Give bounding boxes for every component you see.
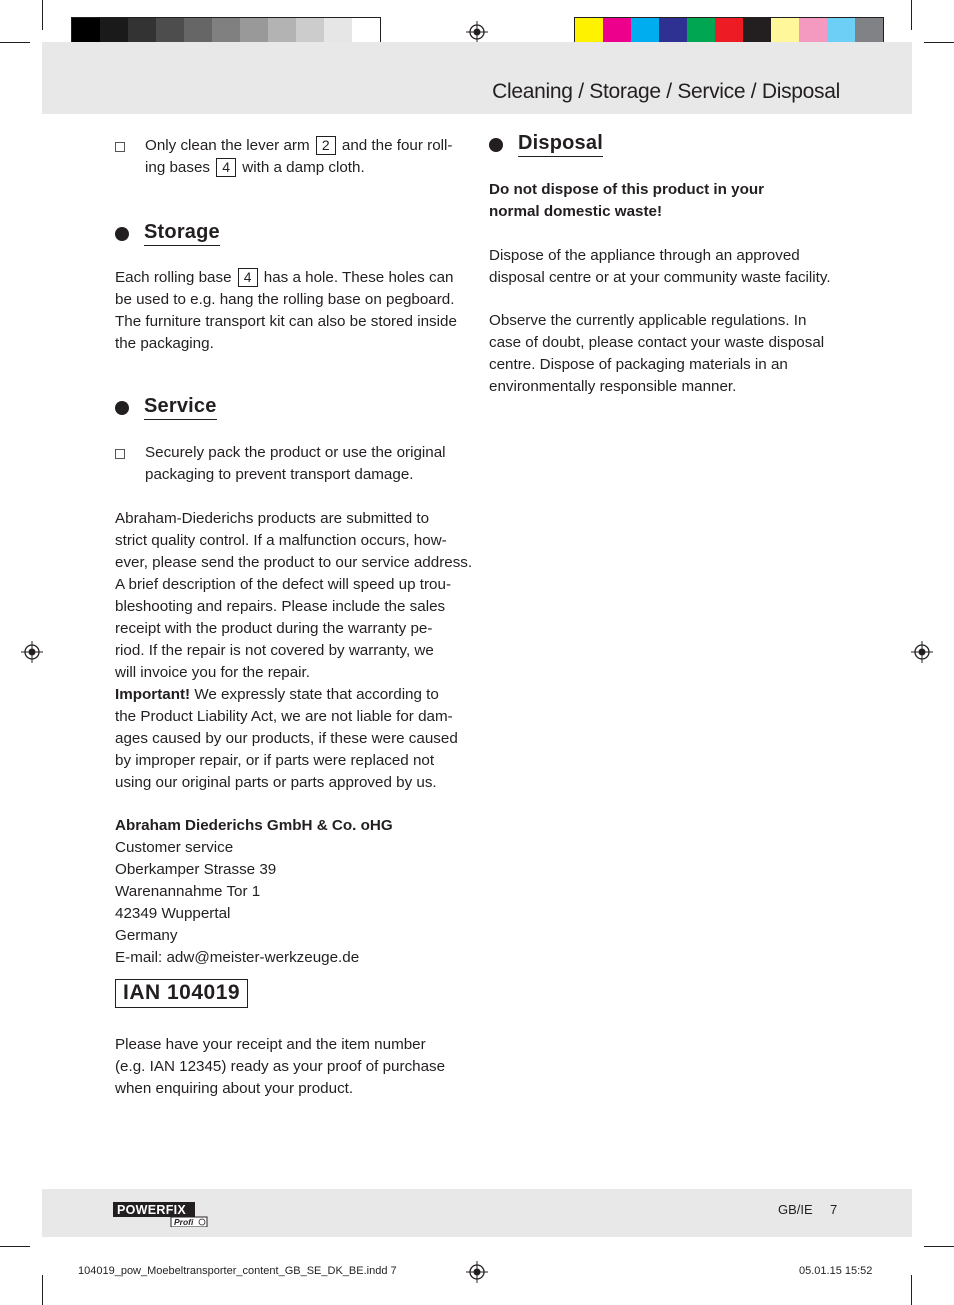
- text-line: We expressly state that according to: [190, 686, 439, 703]
- color-swatch: [212, 18, 240, 45]
- registration-mark-left-icon: [21, 641, 43, 663]
- receipt-paragraph: [115, 1034, 475, 1100]
- text-line: ing bases: [145, 159, 211, 176]
- logo-text: POWERFIX: [117, 1203, 187, 1217]
- color-swatch: [352, 18, 380, 45]
- text-line: case of doubt, please contact your waste disposal: [489, 334, 825, 351]
- color-swatch: [268, 18, 296, 45]
- text-line: packaging to prevent transport damage.: [145, 466, 414, 483]
- color-swatch: [715, 18, 743, 45]
- text-line: Dispose of the appliance through an approved: [489, 247, 800, 264]
- color-swatch: [240, 18, 268, 45]
- disposal-paragraph-2: [489, 310, 849, 398]
- text-line: Do not dispose of this product in your: [489, 181, 765, 198]
- text-line: normal domestic waste!: [489, 203, 663, 220]
- part-reference: 4: [238, 268, 258, 287]
- bullet-dot-icon: [489, 138, 503, 152]
- text-line: Please have your receipt and the item number: [115, 1036, 426, 1053]
- bullet-dot-icon: [115, 227, 129, 241]
- text-line: environmentally responsible manner.: [489, 378, 737, 395]
- slug-timestamp: 05.01.15 15:52: [799, 1265, 873, 1277]
- locale-label: GB/IE: [778, 1202, 813, 1217]
- color-swatch: [575, 18, 603, 45]
- disposal-heading: [489, 132, 603, 157]
- color-swatch: [324, 18, 352, 45]
- text-line: and the four roll-: [341, 137, 453, 154]
- color-swatch: [128, 18, 156, 45]
- text-line: receipt with the product during the warranty pe-: [115, 620, 433, 637]
- text-line: the packaging.: [115, 335, 214, 352]
- color-swatch: [771, 18, 799, 45]
- text-line: (e.g. IAN 12345) ready as your proof of purchase: [115, 1058, 446, 1075]
- text-line: ever, please send the product to our service address.: [115, 554, 473, 571]
- bullet-square-icon: [115, 449, 125, 459]
- color-swatch: [603, 18, 631, 45]
- text-line: using our original parts or parts approved by us.: [115, 774, 437, 791]
- registration-mark-bottom-icon: [466, 1261, 488, 1283]
- service-bullet: [115, 442, 475, 486]
- text-line: Abraham-Diederichs products are submitted to: [115, 510, 430, 527]
- part-reference: 4: [216, 158, 236, 177]
- text-line: by improper repair, or if parts were replaced not: [115, 752, 435, 769]
- text-line: bleshooting and repairs. Please include the sales: [115, 598, 446, 615]
- service-heading: [115, 395, 217, 420]
- text-line: ages caused by our products, if these were caused: [115, 730, 458, 747]
- text-line: Each rolling base: [115, 269, 232, 286]
- color-swatch: [184, 18, 212, 45]
- text-line: when enquiring about your product.: [115, 1080, 354, 1097]
- bullet-text: [145, 442, 446, 486]
- color-swatch: [156, 18, 184, 45]
- color-swatch: [855, 18, 883, 45]
- bullet-dot-icon: [115, 401, 129, 415]
- page-title: Cleaning / Storage / Service / Disposal: [492, 80, 840, 103]
- address-line: 42349 Wuppertal: [115, 905, 231, 922]
- color-swatch: [799, 18, 827, 45]
- color-swatch: [631, 18, 659, 45]
- text-line: A brief description of the defect will speed up trou-: [115, 576, 452, 593]
- text-line: Securely pack the product or use the original: [145, 444, 446, 461]
- logo-sub-text: Profi: [174, 1217, 194, 1227]
- bullet-square-icon: [115, 142, 125, 152]
- text-line: disposal centre or at your community waste facility.: [489, 269, 831, 286]
- registration-mark-right-icon: [911, 641, 933, 663]
- bullet-text: [145, 135, 452, 179]
- text-line: be used to e.g. hang the rolling base on pegboard.: [115, 291, 455, 308]
- cleaning-bullet: [115, 135, 475, 179]
- slug-filename: 104019_pow_Moebeltransporter_content_GB_SE_DK_BE.indd 7: [78, 1265, 397, 1277]
- color-swatch: [659, 18, 687, 45]
- color-swatch: [687, 18, 715, 45]
- section-title: Service: [144, 395, 217, 420]
- color-swatch: [296, 18, 324, 45]
- address-line: Warenannahme Tor 1: [115, 883, 261, 900]
- color-swatch: [743, 18, 771, 45]
- text-line: will invoice you for the repair.: [115, 664, 310, 681]
- page-number: 7: [830, 1202, 838, 1217]
- section-title: Storage: [144, 221, 220, 246]
- company-name: Abraham Diederichs GmbH & Co. oHG: [115, 817, 393, 834]
- part-reference: 2: [316, 136, 336, 155]
- section-title: Disposal: [518, 132, 603, 157]
- text-line: has a hole. These holes can: [263, 269, 454, 286]
- service-paragraph: [115, 508, 475, 794]
- registration-mark-top-icon: [466, 21, 488, 43]
- text-line: centre. Dispose of packaging materials in an: [489, 356, 788, 373]
- storage-heading: [115, 221, 220, 246]
- text-line: strict quality control. If a malfunction occurs, how-: [115, 532, 447, 549]
- text-line: with a damp cloth.: [242, 159, 365, 176]
- disposal-warning: [489, 179, 849, 223]
- important-label: Important!: [115, 686, 191, 703]
- address-line: Germany: [115, 927, 178, 944]
- service-address: [115, 815, 475, 969]
- text-line: Observe the currently applicable regulations. In: [489, 312, 807, 329]
- powerfix-logo: [113, 1201, 208, 1227]
- color-swatch: [72, 18, 100, 45]
- address-line: Oberkamper Strasse 39: [115, 861, 277, 878]
- color-swatch: [827, 18, 855, 45]
- disposal-paragraph-1: [489, 245, 849, 289]
- address-line: Customer service: [115, 839, 234, 856]
- text-line: The furniture transport kit can also be stored inside: [115, 313, 457, 330]
- storage-paragraph: [115, 267, 475, 355]
- text-line: riod. If the repair is not covered by warranty, we: [115, 642, 434, 659]
- color-swatch: [100, 18, 128, 45]
- text-line: Only clean the lever arm: [145, 137, 310, 154]
- text-line: the Product Liability Act, we are not liable for dam-: [115, 708, 453, 725]
- email-line: E-mail: adw@meister-werkzeuge.de: [115, 949, 360, 966]
- page-header: [42, 42, 912, 114]
- ian-number-box: IAN 104019: [115, 979, 248, 1008]
